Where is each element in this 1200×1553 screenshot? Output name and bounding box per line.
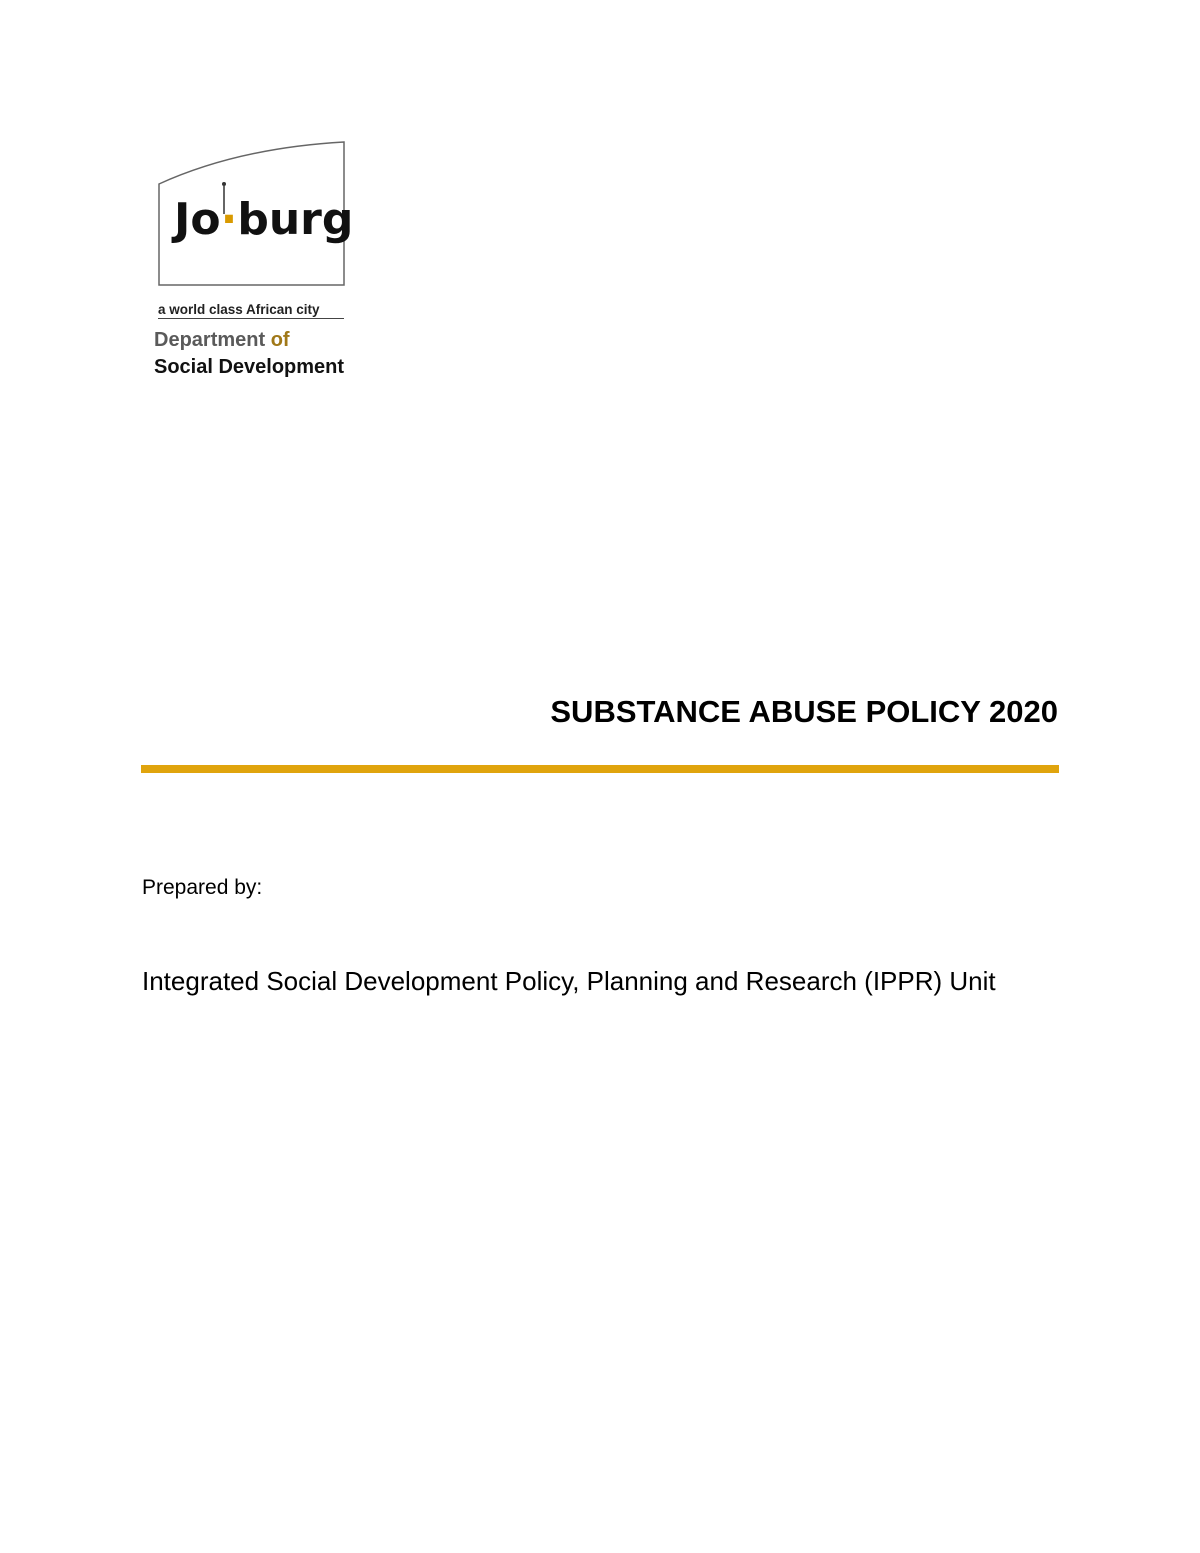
department-name-line2: Social Development	[154, 356, 345, 378]
document-title: SUBSTANCE ABUSE POLICY 2020	[550, 694, 1058, 729]
logo-tagline: a world class African city	[158, 302, 344, 319]
title-divider	[141, 765, 1059, 773]
department-name-line1: Department of	[154, 329, 290, 351]
prepared-by-label: Prepared by:	[142, 876, 263, 899]
joburg-logo	[150, 136, 390, 386]
preparing-unit-name: Integrated Social Development Policy, Planning and Research (IPPR) Unit	[142, 966, 996, 996]
logo-wordmark: Jo·burg	[174, 194, 354, 245]
